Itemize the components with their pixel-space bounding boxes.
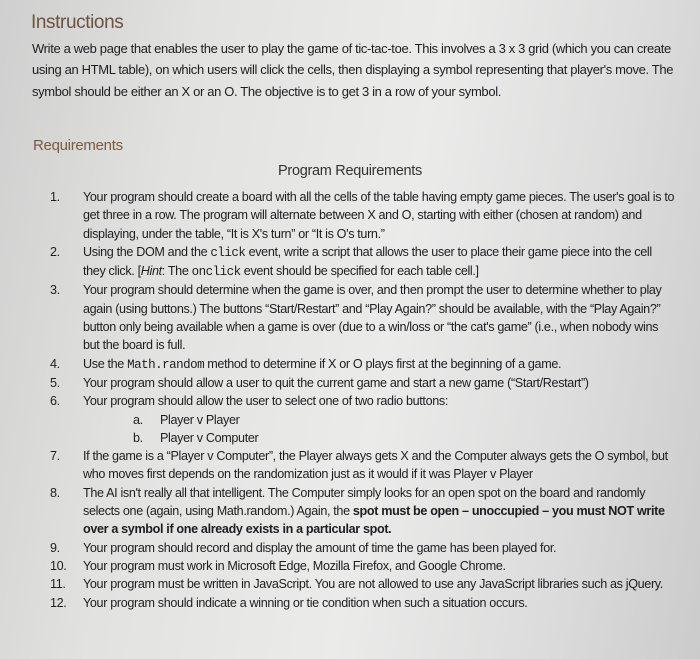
item-number: 3. [50, 283, 60, 298]
item-text: Use the [83, 356, 128, 371]
item-number: 5. [50, 375, 60, 390]
list-item [50, 374, 675, 392]
code-text: click [210, 245, 246, 260]
item-number: 11. [50, 577, 66, 592]
intro-paragraph: Write a web page that enables the user to play the game of tic-tac-toe. This involves a 3 x 3 grid (which you can create using an HTML table), on which users will click the cells, then displaying a symbol representing that player's move. The symbol should be either an X or an O. The objective is to get 3 in a row of your symbol. [32, 41, 674, 99]
item-number: 9. [50, 540, 60, 555]
list-item [50, 355, 675, 374]
item-text: Your program should indicate a winning or tie condition when such a situation occurs. [83, 595, 528, 610]
instructions-heading: Instructions [31, 12, 124, 33]
item-text: Your program must be written in JavaScript. You are not allowed to use any JavaScript libraries such as jQuery. [83, 577, 663, 592]
sub-item-text: Player v Player [160, 412, 240, 427]
item-text: Your program should allow a user to quit the current game and start a new game (“Start/Restart”) [83, 375, 589, 390]
sub-item-text: Player v Computer [160, 430, 259, 445]
item-text: Your program should record and display the amount of time the game has been played for. [83, 540, 557, 555]
code-text: onclick [191, 265, 241, 280]
list-item [50, 243, 675, 282]
item-number: 12. [50, 595, 67, 610]
item-text: Your program should determine when the game is over, and then prompt the user to determine whether to play again (using buttons.) The buttons “Start/Restart” and “Play Again?” should be available, with the “Play Again?” button only being available when a game is over (due to a win/loss or “the cat's game” (i.e., when nobody wins but the board is full. [83, 283, 662, 353]
list-item [50, 575, 675, 593]
item-text: : The [161, 264, 192, 279]
item-number: 6. [50, 394, 60, 409]
item-text: Using the DOM and the [83, 244, 211, 259]
hint-label: Hint [140, 264, 162, 279]
program-requirements-heading: Program Requirements [278, 163, 422, 179]
item-text: method to determine if X or O plays first at the beginning of a game. [204, 356, 562, 371]
item-text: Your program must work in Microsoft Edge, Mozilla Firefox, and Google Chrome. [83, 558, 506, 573]
list-item [50, 594, 675, 612]
list-item [50, 392, 675, 447]
sub-list-item [83, 429, 675, 447]
sub-list-item [83, 411, 675, 429]
list-item [50, 281, 675, 354]
list-item [50, 539, 675, 557]
item-number: 7. [50, 449, 60, 464]
item-number: 4. [50, 356, 60, 371]
sub-item-letter: a. [133, 412, 143, 427]
requirements-list [50, 188, 675, 612]
list-item [50, 484, 675, 539]
item-text: Your program should allow the user to select one of two radio buttons: [83, 394, 448, 409]
requirements-heading: Requirements [33, 137, 123, 154]
item-text: Your program should create a board with all the cells of the table having empty game pieces. The user's goal is to get three in a row. The program will alternate between X and O, starting with either (chosen at random) and displaying, under the table, “It is X's turn” or “It is O's turn.” [83, 190, 675, 241]
list-item [50, 188, 675, 243]
item-text: The AI isn't really all that intelligent. The Computer simply looks for an open spot on the board and randomly selects one (again, using Math.random.) Again, the [83, 485, 646, 519]
item-number: 8. [50, 485, 60, 500]
sub-item-letter: b. [133, 430, 143, 445]
item-number: 10. [50, 558, 67, 573]
item-number: 1. [50, 190, 60, 204]
item-text: event should be specified for each table cell.] [240, 264, 479, 279]
code-text: Math.random [127, 357, 205, 372]
item-text: If the game is a “Player v Computer”, the Player always gets X and the Computer always gets the O symbol, but who moves first depends on the randomization just as it would if it was Player v Player [83, 449, 668, 482]
item-text: event, write a script that allows the user to place their game piece into the cell they click. [ [83, 244, 652, 279]
list-item [50, 447, 675, 484]
bold-text: spot must be open – unoccupied – you must NOT write over a symbol if one already exists in a particular spot. [83, 504, 665, 537]
sub-list [83, 411, 675, 448]
item-number: 2. [50, 244, 60, 259]
list-item [50, 557, 675, 575]
